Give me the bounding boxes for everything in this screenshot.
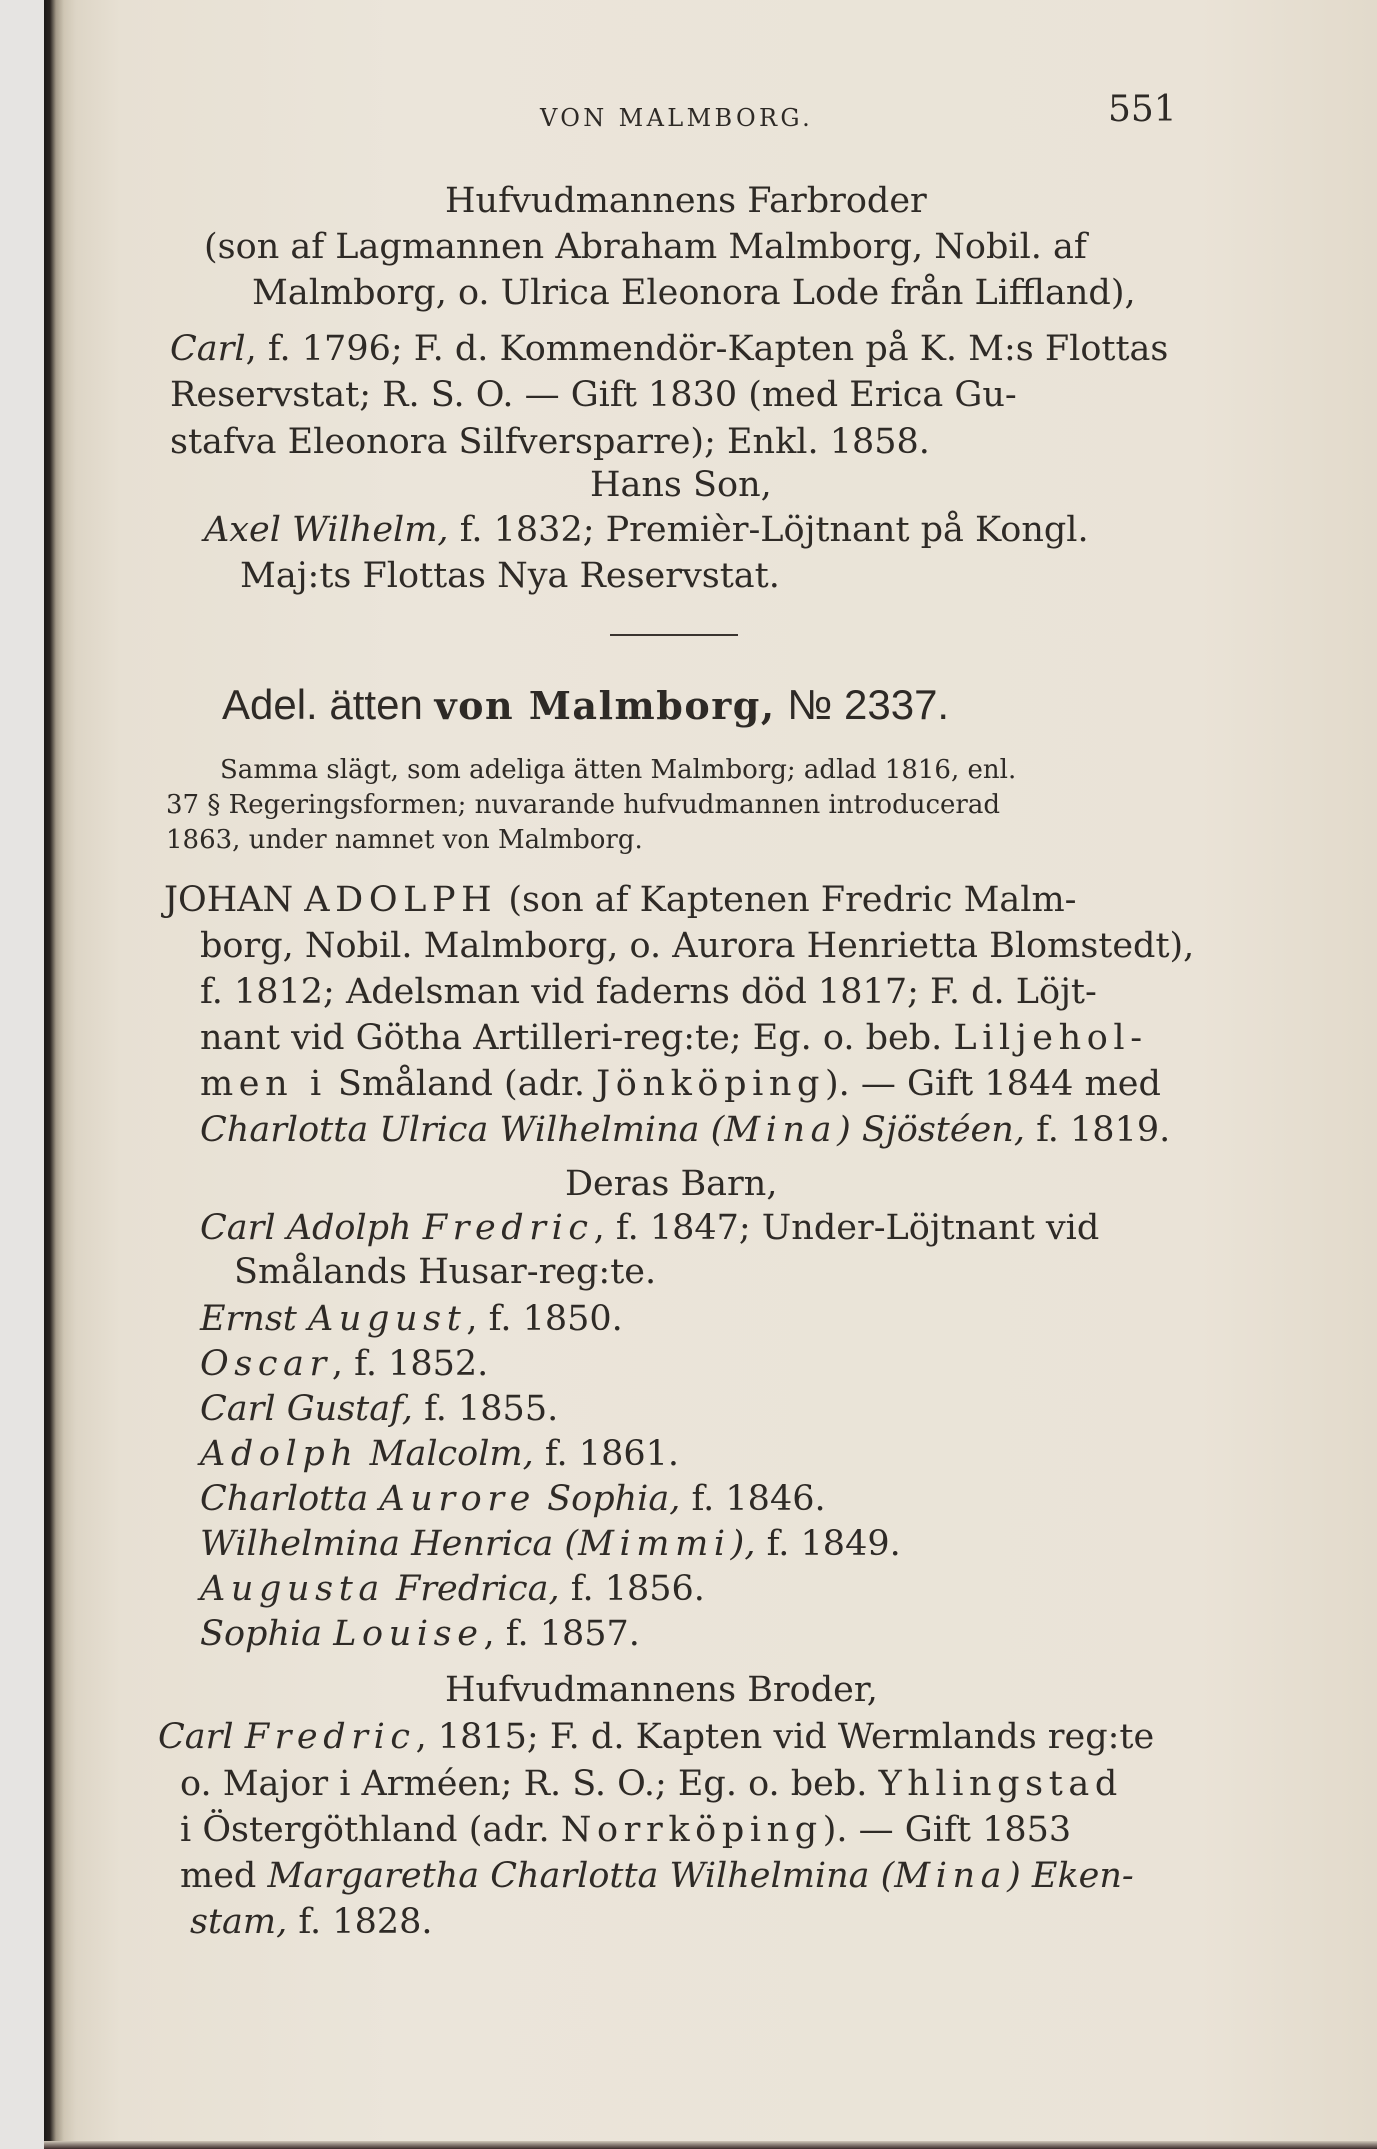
person-name-spaced: Louise	[333, 1614, 484, 1654]
child-entry	[200, 1342, 488, 1386]
text-line	[170, 327, 1168, 371]
text-run: f. 1855.	[412, 1389, 559, 1429]
text-run: , f. 1852.	[331, 1344, 489, 1384]
person-name-spaced: August	[308, 1299, 467, 1339]
section-heading-son: Hans Son,	[590, 465, 772, 505]
person-name: Margaretha Charlotta Wilhelmina (	[267, 1856, 895, 1896]
text-run: ). — Gift 1844 med	[825, 1064, 1161, 1104]
text-run: f. 1861.	[533, 1434, 679, 1474]
family-title	[222, 680, 949, 731]
text-run: f. 1819.	[1024, 1110, 1171, 1150]
text-line	[180, 1854, 1134, 1898]
place-name: Norrköping	[560, 1810, 823, 1850]
text-run: f. 1846.	[680, 1479, 826, 1519]
text-line	[164, 878, 1077, 922]
intro-line: Samma slägt, som adeliga ätten Malmborg; adlad 1816, enl.	[220, 755, 1017, 785]
section-heading-farbroder: Hufvudmannens Farbroder	[445, 181, 927, 221]
text-run: med	[180, 1856, 257, 1896]
person-name-spaced: Oscar	[200, 1344, 332, 1384]
person-name: stam,	[190, 1902, 288, 1942]
person-name: ) Eken-	[1007, 1856, 1134, 1896]
child-entry	[200, 1477, 826, 1521]
text-run: , f. 1857.	[483, 1614, 640, 1654]
text-run: , f. 1850.	[466, 1299, 623, 1339]
text-line	[158, 1715, 1154, 1759]
section-heading-broder: Hufvudmannens Broder,	[445, 1670, 878, 1710]
intro-line: 37 § Regeringsformen; nuvarande hufvudmannen introducerad	[166, 790, 1000, 820]
text-run: ). — Gift 1853	[822, 1810, 1072, 1850]
intro-line: 1863, under namnet von Malmborg.	[166, 825, 643, 855]
place-name: Jönköping	[596, 1064, 826, 1104]
place-name: Yhlingstad	[878, 1764, 1123, 1804]
text-run: f. 1832; Premièr-Löjtnant på Kongl.	[448, 510, 1089, 550]
person-name-spaced: Aurore	[379, 1479, 536, 1519]
person-name-spaced: Fredric	[244, 1717, 416, 1757]
text-run: , 1815; F. d. Kapten vid Wermlands reg:te	[415, 1717, 1155, 1757]
page-number: 551	[1108, 89, 1177, 130]
person-name: Charlotta	[200, 1479, 369, 1519]
text-run: f. 1828.	[287, 1902, 433, 1942]
text-run: i Östergöthland (adr.	[180, 1810, 550, 1850]
text-line: Smålands Husar-reg:te.	[234, 1252, 657, 1292]
place-name: Liljehol-	[953, 1018, 1148, 1058]
text-run: f. 1849.	[755, 1524, 901, 1564]
child-entry	[200, 1432, 679, 1476]
person-name-spaced: Mina	[894, 1856, 1008, 1896]
separator-rule	[610, 634, 738, 636]
text-run: f. 1856.	[559, 1569, 705, 1609]
person-name-spaced: Augusta	[200, 1569, 385, 1609]
section-heading-children: Deras Barn,	[565, 1164, 778, 1204]
person-name: Sophia,	[547, 1479, 681, 1519]
person-name: Carl Gustaf,	[200, 1389, 413, 1429]
running-head: VON MALMBORG.	[540, 104, 814, 132]
text-line	[190, 1900, 433, 1944]
person-name: Ernst	[200, 1299, 297, 1339]
person-name: Fredrica,	[384, 1569, 560, 1609]
text-line	[204, 508, 1089, 552]
person-name: Axel Wilhelm,	[204, 510, 449, 550]
person-name: Wilhelmina Henrica (	[200, 1524, 579, 1564]
text-line: borg, Nobil. Malmborg, o. Aurora Henrietta Blomstedt),	[200, 926, 1195, 966]
text-line	[200, 1108, 1170, 1152]
child-entry	[200, 1612, 640, 1656]
person-name-spaced: ADOLPH	[304, 880, 498, 920]
text-line: Reservstat; R. S. O. — Gift 1830 (med Erica Gu-	[170, 375, 1017, 415]
person-name: Carl	[170, 329, 246, 369]
person-name: Carl Adolph	[200, 1208, 412, 1248]
person-name-spaced: Mimmi	[578, 1524, 731, 1564]
person-name: ),	[730, 1524, 756, 1564]
text-line: f. 1812; Adelsman vid faderns död 1817; F. d. Löjt-	[200, 972, 1097, 1012]
text-run: nant vid Götha Artilleri-reg:te; Eg. o. beb.	[200, 1018, 943, 1058]
text-run: Småland (adr.	[326, 1064, 585, 1104]
text-line	[180, 1762, 1123, 1806]
text-run: (son af Kaptenen Fredric Malm-	[497, 880, 1077, 920]
text-line: Maj:ts Flottas Nya Reservstat.	[240, 556, 780, 596]
text-line: (son af Lagmannen Abraham Malmborg, Nobil. af	[204, 227, 1087, 267]
person-name: Charlotta Ulrica Wilhelmina (	[200, 1110, 725, 1150]
text-line	[200, 1062, 1161, 1106]
person-name-spaced: Fredric	[422, 1208, 594, 1248]
family-name: von Malmborg,	[434, 683, 776, 728]
person-name: Malcolm,	[358, 1434, 534, 1474]
text-line	[180, 1808, 1071, 1852]
family-number: № 2337.	[787, 681, 950, 728]
text-line	[200, 1016, 1148, 1060]
person-first-name: JOHAN	[164, 880, 294, 920]
child-entry	[200, 1387, 558, 1431]
person-name-spaced: Adolph	[200, 1434, 359, 1474]
person-name: Carl	[158, 1717, 234, 1757]
person-name: Sophia	[200, 1614, 323, 1654]
place-name: men i	[200, 1064, 327, 1104]
child-entry	[200, 1567, 705, 1611]
child-entry	[200, 1522, 901, 1566]
text-run: , f. 1796; F. d. Kommendör-Kapten på K. M:s Flottas	[245, 329, 1169, 369]
text-line: stafva Eleonora Silfversparre); Enkl. 1858.	[170, 422, 930, 462]
person-name: ) Sjöstéen,	[837, 1110, 1025, 1150]
text-run: , f. 1847; Under-Löjtnant vid	[593, 1208, 1100, 1248]
family-title-prefix: Adel. ätten	[222, 681, 423, 728]
text-run: o. Major i Arméen; R. S. O.; Eg. o. beb.	[180, 1764, 868, 1804]
child-entry	[200, 1297, 623, 1341]
text-line: Malmborg, o. Ulrica Eleonora Lode från Liffland),	[252, 273, 1136, 313]
person-name-spaced: Mina	[724, 1110, 838, 1150]
child-entry	[200, 1206, 1099, 1250]
